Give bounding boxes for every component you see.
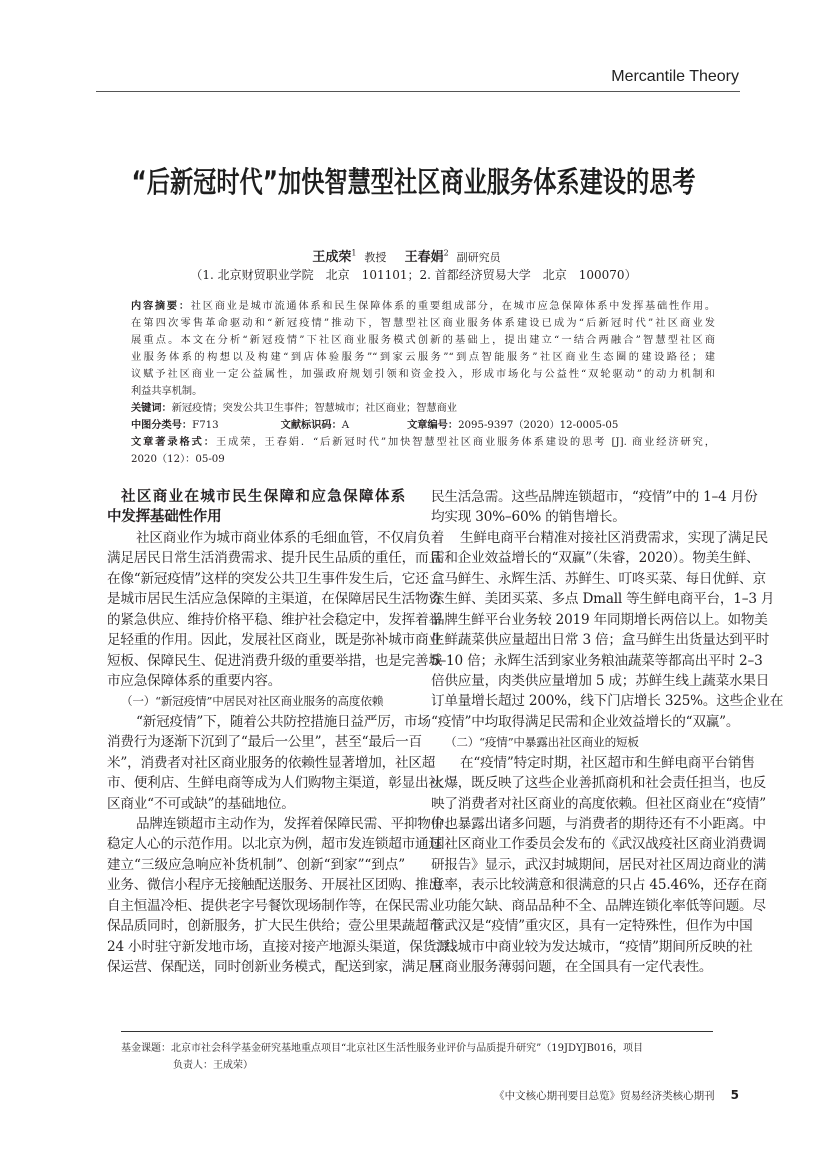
article-title-block (0, 160, 827, 201)
citation-line (131, 434, 715, 451)
paragraph-line: 满足居民日常生活消费需求、提升民生品质的重任，而且 (107, 550, 442, 567)
fund-note (121, 1040, 713, 1074)
paragraph-line: 5–10 倍；永辉生活到家业务粮油蔬菜等都高出平时 2–3 (431, 652, 763, 669)
citation-label: 文章著录格式： (131, 437, 216, 448)
author-affil-mark: 2 (443, 248, 449, 258)
abstract-line (131, 298, 715, 315)
paragraph-line: 是城市居民生活应急保障的主渠道，在保障居民生活物资 (107, 591, 442, 608)
paragraph-line: 保品质同时，创新服务，扩大民生供给；壹公里果蔬超市 (107, 918, 442, 935)
paragraph-line: 保运营、保配送，同时创新业务模式，配送到家，满足居 (107, 959, 442, 976)
abstract-line: 利益共享机制。 (131, 386, 203, 397)
author-affil-mark: 1 (351, 248, 357, 258)
paragraph-line: 自主恒温冷柜、提供老字号餐饮现场制作等，在保民需、 (107, 897, 442, 914)
abstract-line: 展重点。本文在分析“新冠疫情”下社区商业服务模式创新的基础上，提出建立“一结合两融合”智慧型社区商 (131, 335, 715, 346)
classification-line (131, 417, 715, 434)
article-number-value: 2095-9397（2020）12-0005-05 (458, 420, 619, 431)
paragraph-line: 稳定人心的示范作用。以北京为例，超市发连锁超市通过 (107, 836, 442, 853)
clc-value: F713 (192, 420, 219, 431)
author-name: 王春娟 (404, 250, 444, 265)
doc-code-label: 文献标识码： (280, 420, 342, 431)
page-footer (494, 1088, 739, 1103)
section-heading: 社区商业在城市民生保障和应急保障体系 (121, 489, 405, 505)
paragraph-line: 短板、保障民生、促进消费升级的重要举措，也是完善城 (107, 652, 442, 669)
paragraph-line: 在像“新冠疫情”这样的突发公共卫生事件发生后，它还 (107, 570, 429, 587)
author-rank: 教授 (364, 251, 387, 264)
paragraph-line: 均实现 30%–60% 的销售增长。 (431, 509, 626, 526)
fund-line: 基金课题：北京市社会科学基金研究基地重点项目“北京社区生活性服务业评价与品质提升研究”（19JDYJB016，项目 (121, 1043, 644, 1054)
section-heading: 中发挥基础性作用 (107, 509, 222, 526)
paragraph-line: 映了消费者对社区商业的高度依赖。但社区商业在“疫情” (431, 795, 766, 812)
paragraph-line: 需和企业效益增长的“双赢”（朱睿，2020）。物美生鲜、 (431, 550, 760, 567)
paragraph-line: 24 小时驻守新发地市场，直接对接产地源头渠道，保货源、 (107, 938, 463, 955)
keywords (131, 400, 715, 417)
article-number-label: 文章编号： (407, 420, 459, 431)
paragraph-line: “疫情”中均取得满足民需和企业效益增长的“双赢”。 (431, 713, 740, 730)
keywords-label: 关键词： (131, 403, 172, 414)
paragraph-line: 东生鲜、美团买菜、多点 Dmall 等生鲜电商平台，1–3 月 (431, 591, 775, 608)
doc-code-value: A (341, 420, 350, 431)
author-rank: 副研究员 (456, 251, 501, 264)
paragraph-line: 研报告》显示，武汉封城期间，居民对社区周边商业的满 (431, 856, 766, 873)
abstract-text: 社区商业是城市流通体系和民生保障体系的重要组成部分，在城市应急保障体系中发挥基础性作用。 (190, 301, 716, 312)
paragraph-line: 生鲜电商平台精准对接社区消费需求，实现了满足民 (460, 529, 769, 546)
footnote-rule (121, 1031, 713, 1032)
body-column-right (431, 487, 784, 978)
citation-line: 2020（12）：05-09 (131, 454, 225, 465)
paragraph-line: 的紧急供应、维持价格平稳、维护社会稳定中，发挥着举 (107, 611, 442, 628)
paragraph-line: 管武汉是“疫情”重灾区，具有一定特殊性，但作为中国 (431, 918, 753, 935)
paragraph-line: 生鲜蔬菜供应量超出日常 3 倍；盒马鲜生出货量达到平时 (431, 632, 770, 649)
running-head: Mercantile Theory (611, 68, 739, 85)
affiliation: （1. 北京财贸职业学院 北京 101101；2. 首都经济贸易大学 北京 100070） (190, 268, 637, 282)
fund-line: 负责人：王成荣） (173, 1060, 253, 1071)
paragraph-line: 盒马鲜生、永辉生活、苏鲜生、叮咚买菜、每日优鲜、京 (431, 570, 766, 587)
paragraph-line: 国社区商业工作委员会发布的《武汉战疫社区商业消费调 (431, 836, 766, 853)
abstract-line: 议赋予社区商业一定公益属性，加强政府规划引领和资金投入，形成市场化与公益性“双轮驱动”的动力机制和 (131, 369, 715, 380)
abstract-label: 内容摘要： (131, 301, 191, 312)
paragraph-line: “新冠疫情”下，随着公共防控措施日益严厉，市场 (136, 713, 431, 730)
paragraph-line: 业功能欠缺、商品品种不全、品牌连锁化率低等问题。尽 (431, 897, 766, 914)
abstract-line: 在第四次零售革命驱动和“新冠疫情”推动下，智慧型社区商业服务体系建设已成为“后新冠时代”社区商业发 (131, 318, 715, 329)
paragraph-line: 区商业“不可或缺”的基础地位。 (107, 795, 295, 812)
body-column-left (107, 487, 463, 978)
paragraph-line: 建立“三级应急响应补货机制”、创新“到家”“到点” (107, 856, 405, 873)
paragraph-line: 业务、微信小程序无接触配送服务、开展社区团购、推出 (107, 877, 442, 894)
paragraph-line: 倍供应量，肉类供应量增加 5 成；苏鲜生线上蔬菜水果日 (431, 672, 770, 689)
citation-text: 王成荣，王春娟．“后新冠时代”加快智慧型社区商业服务体系建设的思考 [J]. 商业经济研究， (215, 437, 715, 448)
paragraph-line: 品牌生鲜平台业务较 2019 年同期增长两倍以上。如物美 (431, 611, 768, 628)
paragraph-line: 足轻重的作用。因此，发展社区商业，既是弥补城市商业 (107, 632, 442, 649)
paragraph-line: 二线城市中商业较为发达城市，“疫情”期间所反映的社 (431, 938, 753, 955)
paragraph-line: 在“疫情”特定时期，社区超市和生鲜电商平台销售 (460, 754, 755, 771)
paragraph-line: 消费行为逐渐下沉到了“最后一公里”，甚至“最后一百 (107, 734, 422, 751)
clc-label: 中图分类号： (131, 420, 193, 431)
authors (0, 246, 827, 265)
abstract-block (131, 298, 715, 468)
paragraph-line: 市应急保障体系的重要内容。 (107, 672, 282, 689)
paragraph-line: 社区商业作为城市商业体系的毛细血管，不仅肩负着 (136, 529, 445, 546)
paragraph-line: 意率，表示比较满意和很满意的只占 45.46%，还存在商 (431, 877, 768, 894)
paragraph-line: 品牌连锁超市主动作为，发挥着保障民需、平抑物价、 (136, 816, 458, 832)
paragraph-line: 米”，消费者对社区商业服务的依赖性显著增加，社区超 (107, 754, 436, 771)
paragraph-line: 火爆，既反映了这些企业善抓商机和社会责任担当，也反 (431, 775, 766, 792)
paragraph-line: 区商业服务薄弱问题，在全国具有一定代表性。 (431, 959, 713, 976)
article-title: “后新冠时代”加快智慧型社区商业服务体系建设的思考 (131, 165, 696, 199)
author-name: 王成荣 (312, 250, 352, 265)
header-rule (96, 91, 740, 92)
journal-name: 《中文核心期刊要目总览》贸易经济类核心期刊 (494, 1090, 715, 1102)
subsection-heading: （二）“疫情”中暴露出社区商业的短板 (445, 735, 639, 750)
paragraph-line: 市、便利店、生鲜电商等成为人们购物主渠道，彰显出社 (107, 775, 442, 792)
page-number: 5 (730, 1088, 739, 1102)
paragraph-line: 民生活急需。这些品牌连锁超市，“疫情”中的 1–4 月份 (431, 489, 758, 505)
paragraph-line: 订单量增长超过 200%，线下门店增长 325%。这些企业在 (431, 693, 784, 710)
keywords-value: 新冠疫情；突发公共卫生事件；智慧城市；社区商业；智慧商业 (171, 403, 457, 414)
paragraph-line: 中也暴露出诸多问题，与消费者的期待还有不小距离。中 (431, 816, 766, 832)
subsection-heading: （一）“新冠疫情”中居民对社区商业服务的高度依赖 (121, 694, 384, 709)
abstract-line: 业服务体系的构想以及构建“到店体验服务”“到家云服务”“到点智能服务”社区商业生态圈的建设路径；建 (131, 352, 715, 363)
